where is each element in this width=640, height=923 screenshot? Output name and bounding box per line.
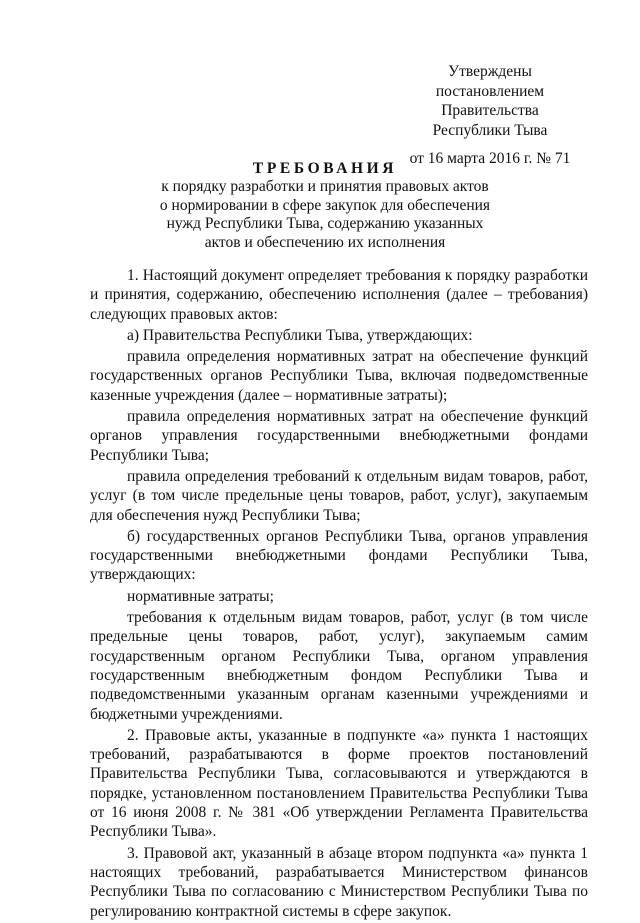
approval-line-3: Республики Тыва <box>432 121 548 139</box>
paragraph-1a-item-3: правила определения требований к отдельным видам товаров, работ, услуг (в том числе предельные цены товаров, работ, услуг), закупаемым для обеспечения нужд Республики Тыва; <box>90 467 588 524</box>
paragraph-1: 1. Настоящий документ определяет требования к порядку разработки и принятия, содержанию, обеспечению исполнения (далее – требования) следующих правовых актов: <box>90 267 588 323</box>
paragraph-3: 3. Правовой акт, указанный в абзаце втором подпункта «а» пункта 1 настоящих требований, разрабатывается Министерством финансов Республики Тыва по согласованию с Министерством Республики Тыва по регулированию контрактной системы в сфере закупок. <box>90 844 588 920</box>
approval-stamp <box>390 62 590 169</box>
document-title: ТРЕБОВАНИЯ <box>252 160 398 177</box>
paragraph-1b-item-2: требования к отдельным видам товаров, работ, услуг (в том числе предельные цены товаров, работ, услуг), закупаемым самим государственным органом Республики Тыва, органом управления государственным внебюджетным фондом Республики Тыва и подведомственными указанным органам казенными учреждениями и бюджетными учреждениями. <box>90 609 588 723</box>
subtitle-line: актов и обеспечению их исполнения <box>204 233 446 251</box>
approval-line-2: постановлением Правительства <box>435 82 545 119</box>
document-subtitle <box>120 178 530 252</box>
paragraph-1b-item-1: нормативные затраты; <box>127 587 274 605</box>
subtitle-line: о нормировании в сфере закупок для обеспечения <box>159 196 491 214</box>
subtitle-line: нужд Республики Тыва, содержанию указанных <box>166 215 484 232</box>
paragraph-1a-item-2: правила определения нормативных затрат на обеспечение функций органов управления государственными внебюджетными фондами Республики Тыва; <box>90 408 588 464</box>
approval-date: от 16 марта 2016 г. № 71 <box>409 150 571 167</box>
title-block <box>120 160 530 252</box>
paragraph-1a-item-1: правила определения нормативных затрат на обеспечение функций государственных органов Республики Тыва, включая подведомственные казенные учреждения (далее – нормативные затраты); <box>90 348 588 404</box>
paragraph-2: 2. Правовые акты, указанные в подпункте «а» пункта 1 настоящих требований, разрабатываются в форме проектов постановлений Правительства Республики Тыва, согласовываются и утверждаются в порядке, установленном постановлением Правительства Республики Тыва от 16 июня 2008 г. № 381 «Об утверждении Регламента Правительства Республики Тыва». <box>90 726 588 841</box>
approval-line-1: Утверждены <box>448 63 532 80</box>
paragraph-1b: б) государственных органов Республики Тыва, органов управления государственными внебюджетными фондами Республики Тыва, утверждающих: <box>90 527 588 584</box>
paragraph-1a: а) Правительства Республики Тыва, утверждающих: <box>127 326 473 344</box>
subtitle-line: к порядку разработки и принятия правовых актов <box>161 178 489 195</box>
document-body <box>90 266 588 923</box>
